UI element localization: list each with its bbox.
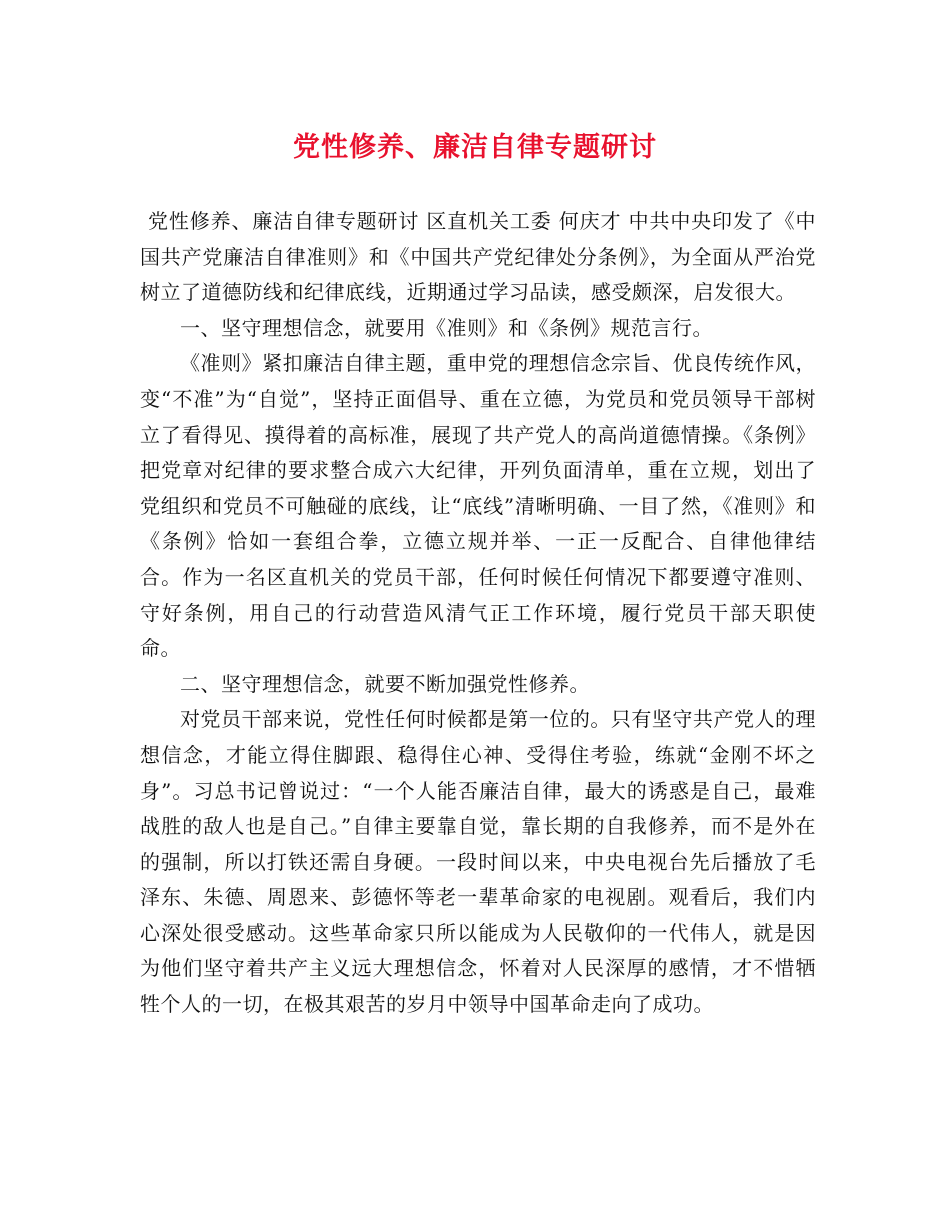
section-heading-2: 二、坚守理想信念，就要不断加强党性修养。 <box>180 671 590 696</box>
document-body <box>140 204 816 1023</box>
paragraph-intro: 党性修养、廉洁自律专题研讨 区直机关工委 何庆才 中共中央印发了《中国共产党廉洁自律准则》和《中国共产党纪律处分条例》，为全面从严治党树立了道德防线和纪律底线，近期通过学习品读，感受颇深，启发很大。 <box>140 209 816 305</box>
section-heading-1: 一、坚守理想信念，就要用《准则》和《条例》规范言行。 <box>180 315 713 340</box>
document-title: 党性修养、廉洁自律专题研讨 <box>293 132 657 163</box>
paragraph-section-1: 《准则》紧扣廉洁自律主题，重申党的理想信念宗旨、优良传统作风，变“不准”为“自觉”，坚持正面倡导、重在立德，为党员和党员领导干部树立了看得见、摸得着的高标准，展现了共产党人的高尚道德情操。《条例》把党章对纪律的要求整合成六大纪律，开列负面清单，重在立规，划出了党组织和党员不可触碰的底线，让“底线”清晰明确、一目了然，《准则》和《条例》恰如一套组合拳，立德立规并举、一正一反配合、自律他律结合。作为一名区直机关的党员干部，任何时候任何情况下都要遵守准则、守好条例，用自己的行动营造风清气正工作环境，履行党员干部天职使命。 <box>140 351 816 661</box>
paragraph-section-2: 对党员干部来说，党性任何时候都是第一位的。只有坚守共产党人的理想信念，才能立得住脚跟、稳得住心神、受得住考验，练就“金刚不坏之身”。习总书记曾说过：“一个人能否廉洁自律，最大的诱惑是自己，最难战胜的敌人也是自己。”自律主要靠自觉，靠长期的自我修养，而不是外在的强制，所以打铁还需自身硬。一段时间以来，中央电视台先后播放了毛泽东、朱德、周恩来、彭德怀等老一辈革命家的电视剧。观看后，我们内心深处很受感动。这些革命家只所以能成为人民敬仰的一代伟人，就是因为他们坚守着共产主义远大理想信念，怀着对人民深厚的感情，才不惜牺牲个人的一切，在极其艰苦的岁月中领导中国革命走向了成功。 <box>140 707 816 1017</box>
